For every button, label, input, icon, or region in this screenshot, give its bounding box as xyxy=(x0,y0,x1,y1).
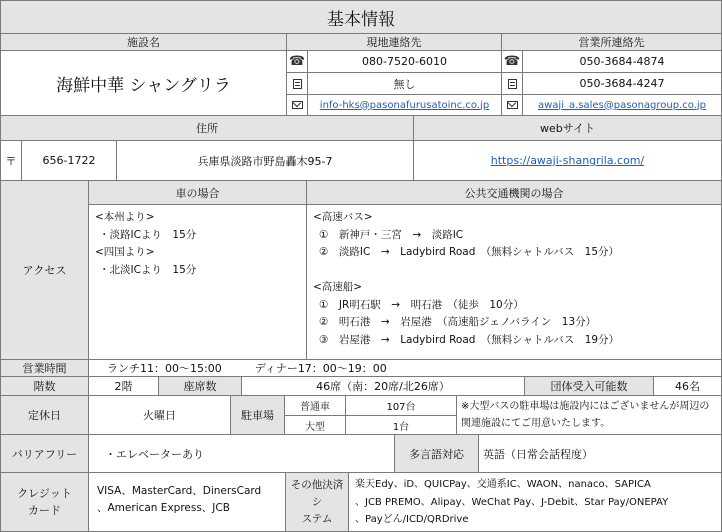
credit-line: VISA、MasterCard、DinersCard xyxy=(97,485,262,497)
holiday-value: 火曜日 xyxy=(88,395,231,435)
website-url[interactable]: https://awaji-shangrila.com/ xyxy=(490,154,645,167)
other-payment-list xyxy=(348,472,722,532)
transit-line: <高速船> xyxy=(313,281,363,293)
hours-value: ランチ11：00～15:00 ディナー17：00～19：00 xyxy=(88,359,722,377)
floors-value: 2階 xyxy=(88,376,159,396)
local-contact-header: 現地連絡先 xyxy=(286,33,502,51)
floors-label: 階数 xyxy=(0,376,89,396)
transit-line: ② 淡路IC → Ladybird Road （無料シャトルバス 15分） xyxy=(319,246,620,258)
office-fax-icon xyxy=(501,72,523,95)
payment-line: 、JCB PREMO、Alipay、WeChat Pay、J-Debit、Star Pay/ONEPAY xyxy=(355,496,669,508)
local-mail-icon xyxy=(286,94,308,116)
office-mail-icon xyxy=(501,94,523,116)
credit-card-list xyxy=(88,472,286,532)
seats-label: 座席数 xyxy=(158,376,242,396)
parking-regular-value: 107台 xyxy=(345,395,457,416)
multilingual-value: 英語（日常会話程度） xyxy=(478,434,722,473)
barrier-free-value: ・エレベーターあり xyxy=(88,434,395,473)
transit-line: ② 明石港 → 岩屋港 （高速船ジェノバライン 13分） xyxy=(319,316,597,328)
office-email-link[interactable] xyxy=(522,94,722,116)
other-payment-label: その他決済シ ステム xyxy=(285,472,349,532)
parking-regular-label: 普通車 xyxy=(284,395,346,416)
car-directions xyxy=(88,204,307,360)
credit-card-label: クレジット カード xyxy=(0,472,89,532)
office-contact-header: 営業所連絡先 xyxy=(501,33,722,51)
postal-mark: 〒 xyxy=(0,140,22,181)
car-line: ・北淡ICより 15分 xyxy=(99,263,197,276)
local-fax-icon xyxy=(286,72,308,95)
page-title: 基本情報 xyxy=(0,0,722,34)
parking-note: ※大型バスの駐車場は施設内にはございませんが周辺の関連施設にてご用意いたします。 xyxy=(456,395,722,435)
office-phone-icon: ☎ xyxy=(501,50,523,73)
transit-line: ① JR明石駅 → 明石港 （徒歩 10分） xyxy=(319,298,524,311)
seats-value: 46席（南：20席/北26席） xyxy=(241,376,525,396)
parking-large-label: 大型 xyxy=(284,415,346,435)
car-line: <四国より> xyxy=(95,246,155,258)
parking-label: 駐車場 xyxy=(230,395,285,435)
group-capacity-value: 46名 xyxy=(653,376,722,396)
holiday-label: 定休日 xyxy=(0,395,89,435)
local-email-text[interactable]: info-hks@pasonafurusatoinc.co.jp xyxy=(319,99,490,111)
postal-code: 656-1722 xyxy=(21,140,117,181)
local-email-link[interactable] xyxy=(307,94,502,116)
access-label: アクセス xyxy=(0,180,89,360)
local-phone[interactable]: 080-7520-6010 xyxy=(307,50,502,73)
hours-label: 営業時間 xyxy=(0,359,89,377)
car-header: 車の場合 xyxy=(88,180,307,205)
transit-header: 公共交通機関の場合 xyxy=(306,180,722,205)
car-line: ・淡路ICより 15分 xyxy=(99,228,197,241)
parking-large-value: 1台 xyxy=(345,415,457,435)
street-address: 兵庫県淡路市野島轟木95-7 xyxy=(116,140,414,181)
transit-line: <高速バス> xyxy=(313,211,373,223)
website-link[interactable] xyxy=(413,140,722,181)
transit-directions xyxy=(306,204,722,360)
local-phone-icon: ☎ xyxy=(286,50,308,73)
transit-line: ① 新神戸・三宮 → 淡路IC xyxy=(319,228,464,241)
payment-line: 楽天Edy、iD、QUICPay、交通系IC、WAON、nanaco、SAPICA xyxy=(355,479,651,490)
office-email-text[interactable]: awaji_a.sales@pasonagroup.co.jp xyxy=(537,99,706,111)
facility-name: 海鮮中華 シャングリラ xyxy=(0,50,287,116)
payment-line: 、Payどん/ICD/QRDrive xyxy=(355,514,469,525)
local-fax: 無し xyxy=(307,72,502,95)
office-fax: 050-3684-4247 xyxy=(522,72,722,95)
multilingual-label: 多言語対応 xyxy=(394,434,479,473)
facility-name-header: 施設名 xyxy=(0,33,287,51)
barrier-free-label: バリアフリー xyxy=(0,434,89,473)
car-line: <本州より> xyxy=(95,211,155,223)
credit-line: 、American Express、JCB xyxy=(97,502,230,514)
address-header: 住所 xyxy=(0,115,414,141)
transit-line: ③ 岩屋港 → Ladybird Road （無料シャトルバス 19分） xyxy=(319,333,620,346)
website-header: webサイト xyxy=(413,115,722,141)
office-phone[interactable]: 050-3684-4874 xyxy=(522,50,722,73)
group-capacity-label: 団体受入可能数 xyxy=(524,376,654,396)
